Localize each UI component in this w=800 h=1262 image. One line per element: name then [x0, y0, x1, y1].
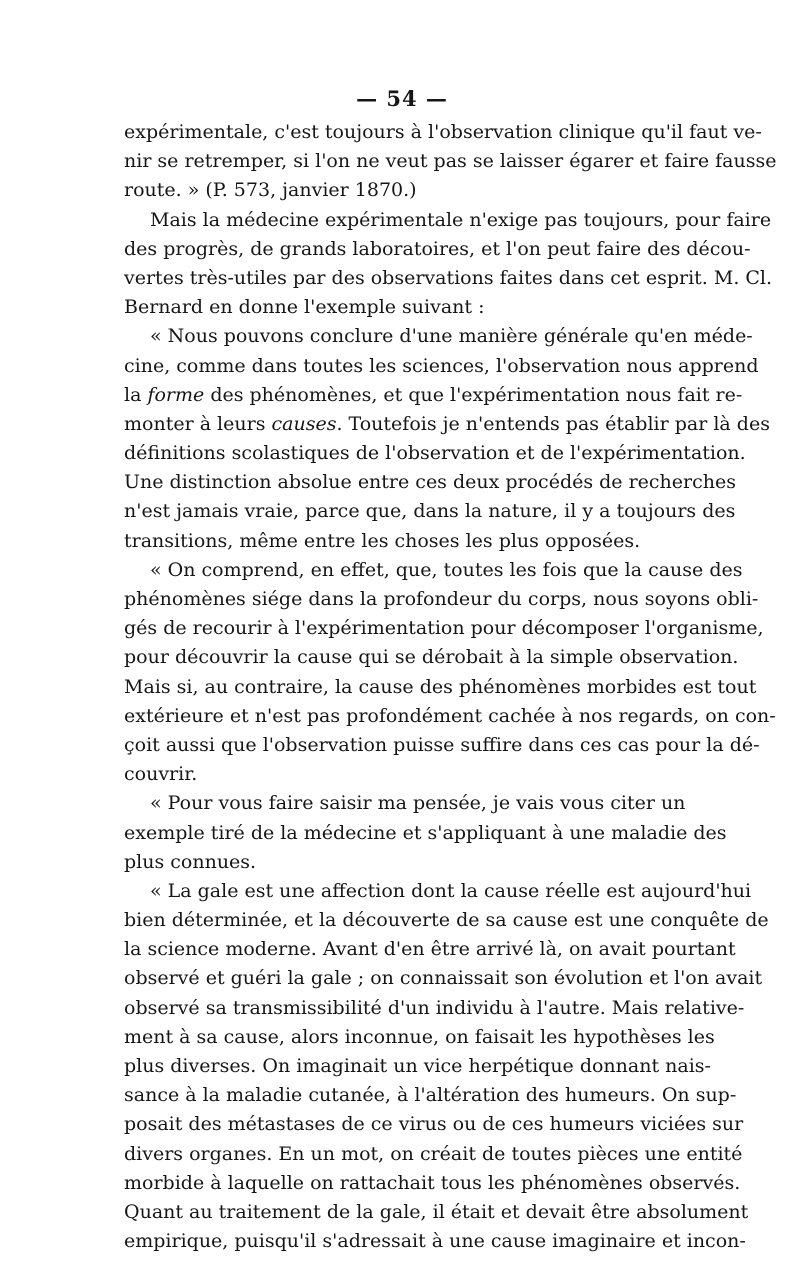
text-line: bien déterminée, et la découverte de sa cause est une conquête de [124, 909, 769, 932]
text-line: çoit aussi que l'observation puisse suffire dans ces cas pour la dé- [124, 733, 760, 756]
page-number: — 54 — [356, 86, 448, 111]
text-line: expérimentale, c'est toujours à l'observation clinique qu'il faut ve- [124, 121, 762, 143]
text-line: cine, comme dans toutes les sciences, l'observation nous apprend [124, 354, 759, 377]
text-line: « On comprend, en effet, que, toutes les fois que la cause des [150, 558, 743, 581]
text-line: route. » (P. 573, janvier 1870.) [124, 179, 417, 202]
text-line: Quant au traitement de la gale, il était et devait être absolument [124, 1200, 749, 1223]
text-line: exemple tiré de la médecine et s'appliquant à une maladie des [124, 821, 727, 844]
text-line: transitions, même entre les choses les plus opposées. [124, 529, 641, 552]
text-line: définitions scolastiques de l'observation et de l'expérimentation. [124, 442, 746, 465]
text-line: la science moderne. Avant d'en être arrivé là, on avait pourtant [124, 938, 736, 961]
text-line: Une distinction absolue entre ces deux procédés de recherches [124, 471, 736, 494]
text-line: vertes très-utiles par des observations faites dans cet esprit. M. Cl. [124, 266, 773, 289]
text-line: posait des métastases de ce virus ou de ces humeurs viciées sur [124, 1113, 744, 1136]
text-line: observé et guéri la gale ; on connaissait son évolution et l'on avait [124, 967, 763, 990]
text-line: « La gale est une affection dont la cause réelle est aujourd'hui [150, 879, 752, 902]
text-line: empirique, puisqu'il s'adressait à une cause imaginaire et incon- [124, 1230, 746, 1253]
text-line: des progrès, de grands laboratoires, et l'on peut faire des décou- [124, 237, 751, 260]
text-line: sance à la maladie cutanée, à l'altération des humeurs. On sup- [124, 1084, 737, 1107]
text-line: phénomènes siége dans la profondeur du corps, nous soyons obli- [124, 588, 759, 610]
text-line: couvrir. [124, 763, 198, 786]
book-page [124, 80, 777, 1256]
text-line: pour découvrir la cause qui se dérobait à la simple observation. [124, 646, 739, 669]
text-line: extérieure et n'est pas profondément cachée à nos regards, on con- [124, 704, 776, 727]
text-line: « Pour vous faire saisir ma pensée, je vais vous citer un [150, 792, 686, 815]
text-line: plus diverses. On imaginait un vice herpétique donnant nais- [124, 1055, 711, 1077]
text-line: gés de recourir à l'expérimentation pour décomposer l'organisme, [124, 617, 764, 640]
text-line: morbide à laquelle on rattachait tous les phénomènes observés. [124, 1171, 741, 1194]
body-text [124, 118, 777, 1256]
text-line: divers organes. En un mot, on créait de toutes pièces une entité [124, 1142, 743, 1165]
text-line: plus connues. [124, 850, 257, 873]
text-line: monter à leurs causes. Toutefois je n'entends pas établir par là des [124, 412, 770, 435]
text-line: Bernard en donne l'exemple suivant : [124, 296, 485, 319]
text-line: ment à sa cause, alors inconnue, on faisait les hypothèses les [124, 1025, 715, 1048]
text-line: Mais si, au contraire, la cause des phénomènes morbides est tout [124, 675, 757, 698]
text-line: observé sa transmissibilité d'un individu à l'autre. Mais relative- [124, 996, 745, 1019]
text-line: « Nous pouvons conclure d'une manière générale qu'en méde- [150, 325, 753, 348]
text-line: la forme des phénomènes, et que l'expérimentation nous fait re- [124, 383, 743, 406]
text-line: n'est jamais vraie, parce que, dans la nature, il y a toujours des [124, 500, 736, 523]
text-line: nir se retremper, si l'on ne veut pas se laisser égarer et faire fausse [124, 150, 777, 173]
text-line: Mais la médecine expérimentale n'exige pas toujours, pour faire [150, 208, 772, 231]
